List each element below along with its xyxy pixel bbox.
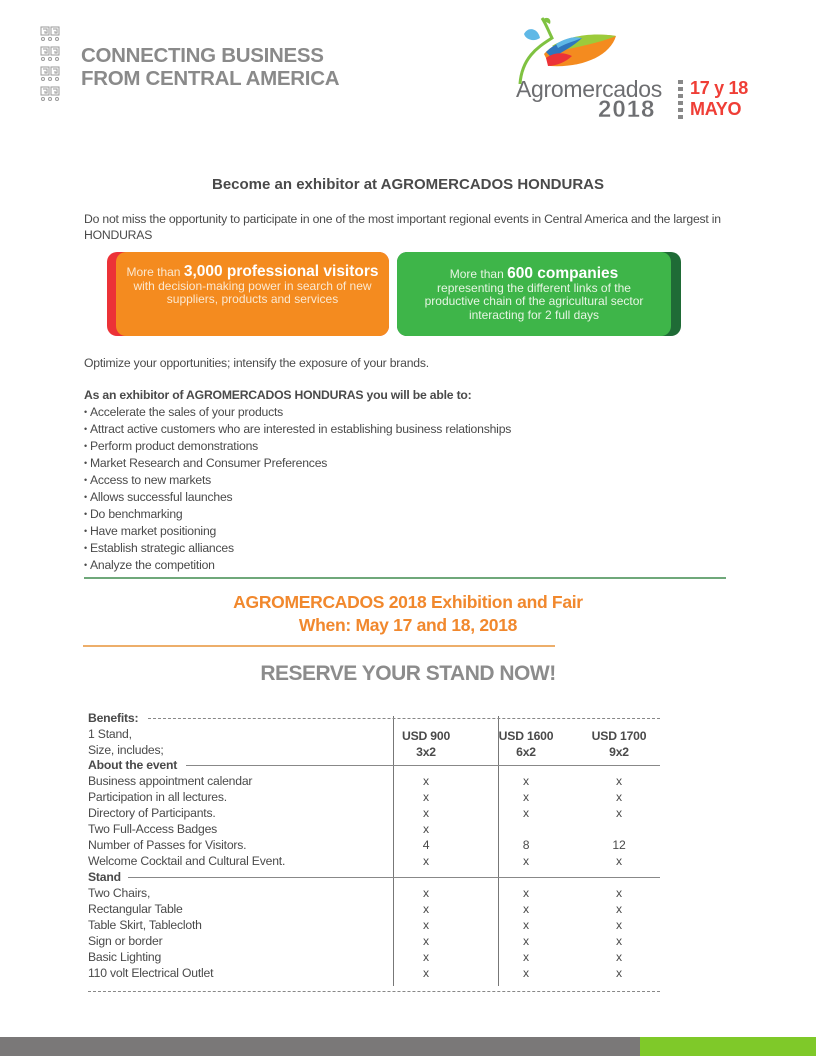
- package-price: USD 900: [401, 729, 451, 743]
- section-title: About the event: [88, 758, 178, 772]
- row-label: Directory of Participants.: [88, 806, 216, 820]
- highlight-rest: representing the different links of the productive chain of the agricultural sector interacting for 2 full days: [424, 280, 644, 322]
- benefits-label: Benefits:: [88, 711, 139, 725]
- logo-date: [690, 78, 748, 120]
- page-title: Become an exhibitor at AGROMERCADOS HONDURAS: [212, 176, 604, 193]
- row-label: Sign or border: [88, 934, 163, 948]
- benefit-item: • Analyze the competition: [84, 557, 511, 574]
- row-value: x: [523, 886, 529, 900]
- row-label: Two Full-Access Badges: [88, 822, 218, 836]
- row-value: x: [616, 902, 622, 916]
- benefits-heading: As an exhibitor of AGROMERCADOS HONDURAS you will be able to:: [84, 388, 472, 402]
- row-label: Participation in all lectures.: [88, 790, 227, 804]
- benefit-item: • Perform product demonstrations: [84, 438, 511, 455]
- row-label: Basic Lighting: [88, 950, 162, 964]
- tagline-line-2: FROM CENTRAL AMERICA: [81, 67, 340, 90]
- highlight-rest: with decision-making power in search of new suppliers, products and services: [133, 278, 372, 306]
- logo-date-month: MAYO: [690, 99, 742, 119]
- event-date: When: May 17 and 18, 2018: [298, 615, 518, 635]
- divider-green: [84, 577, 726, 579]
- package-size: 6x2: [516, 745, 536, 759]
- row-value: x: [423, 806, 429, 820]
- table-row: [88, 789, 660, 805]
- highlight-lead: More than: [126, 265, 184, 279]
- benefits-list: [84, 404, 511, 574]
- row-value: x: [616, 918, 622, 932]
- table-row: [88, 949, 660, 965]
- size-label: Size, includes;: [88, 743, 164, 757]
- divider-orange: [83, 645, 555, 647]
- logo-date-days: 17 y 18: [690, 78, 748, 98]
- logo-separator: [678, 80, 683, 120]
- row-value: x: [616, 886, 622, 900]
- package-price: USD 1700: [591, 729, 647, 743]
- row-value: x: [523, 918, 529, 932]
- row-label: Business appointment calendar: [88, 774, 253, 788]
- benefit-item: • Market Research and Consumer Preferences: [84, 455, 511, 472]
- row-value: x: [523, 902, 529, 916]
- package-price: USD 1600: [498, 729, 554, 743]
- row-value: x: [616, 966, 622, 980]
- table-row: [88, 853, 660, 869]
- table-row: [88, 885, 660, 901]
- dashed-rule-bottom: [88, 991, 660, 992]
- row-value: x: [523, 774, 529, 788]
- section-title: Stand: [88, 870, 121, 884]
- row-value: x: [423, 902, 429, 916]
- table-row: [88, 726, 660, 742]
- benefit-item: • Accelerate the sales of your products: [84, 404, 511, 421]
- benefit-item: • Establish strategic alliances: [84, 540, 511, 557]
- benefit-item: • Have market positioning: [84, 523, 511, 540]
- row-value: x: [423, 854, 429, 868]
- table-row: [88, 965, 660, 981]
- optimize-text: Optimize your opportunities; intensify the exposure of your brands.: [84, 356, 429, 370]
- event-heading: [0, 591, 816, 637]
- row-value: x: [616, 774, 622, 788]
- section-rule: [186, 765, 660, 766]
- table-row: [88, 742, 660, 758]
- package-size: 9x2: [609, 745, 629, 759]
- row-value: x: [616, 854, 622, 868]
- footer-bar-gray: [0, 1037, 640, 1056]
- benefit-item: • Access to new markets: [84, 472, 511, 489]
- row-value: x: [616, 790, 622, 804]
- event-title: AGROMERCADOS 2018 Exhibition and Fair: [233, 592, 583, 612]
- table-row: [88, 773, 660, 789]
- row-label: Two Chairs,: [88, 886, 151, 900]
- stand-label: 1 Stand,: [88, 727, 132, 741]
- reserve-cta: RESERVE YOUR STAND NOW!: [260, 662, 556, 685]
- tagline: [81, 44, 339, 90]
- row-value: x: [423, 966, 429, 980]
- highlight-box-companies: [397, 252, 671, 336]
- row-value: x: [523, 966, 529, 980]
- row-value: x: [616, 950, 622, 964]
- table-row: [88, 805, 660, 821]
- highlight-bold: 3,000 professional visitors: [183, 263, 379, 280]
- row-value: x: [423, 774, 429, 788]
- highlight-bold: 600 companies: [507, 265, 619, 282]
- row-value: x: [523, 950, 529, 964]
- row-label: Welcome Cocktail and Cultural Event.: [88, 854, 286, 868]
- row-value: x: [616, 806, 622, 820]
- dashed-rule-top: [148, 718, 660, 719]
- section-rule: [128, 877, 660, 878]
- row-value: 12: [612, 838, 626, 852]
- row-value: x: [616, 934, 622, 948]
- row-value: x: [523, 806, 529, 820]
- row-label: Number of Passes for Visitors.: [88, 838, 247, 852]
- benefit-item: • Do benchmarking: [84, 506, 511, 523]
- row-value: x: [423, 918, 429, 932]
- row-value: x: [423, 886, 429, 900]
- row-value: x: [523, 854, 529, 868]
- table-row: [88, 837, 660, 853]
- footer-bar-green: [640, 1037, 816, 1056]
- table-row: [88, 821, 660, 837]
- package-size: 3x2: [416, 745, 436, 759]
- table-row: [88, 901, 660, 917]
- row-value: x: [523, 934, 529, 948]
- tagline-line-1: CONNECTING BUSINESS: [81, 44, 324, 67]
- row-value: x: [523, 790, 529, 804]
- highlight-lead: More than: [449, 267, 508, 281]
- intro-paragraph: Do not miss the opportunity to participate in one of the most important regional events in Central America and the largest in HONDURAS: [84, 212, 721, 242]
- row-value: 4: [422, 838, 430, 852]
- row-value: x: [423, 790, 429, 804]
- table-row: [88, 917, 660, 933]
- logo-wordmark: Agromercados: [516, 76, 662, 102]
- mayan-glyph-pattern-icon: [40, 26, 60, 106]
- benefit-item: • Allows successful launches: [84, 489, 511, 506]
- row-value: x: [423, 934, 429, 948]
- row-label: Rectangular Table: [88, 902, 183, 916]
- row-label: Table Skirt, Tablecloth: [88, 918, 202, 932]
- agromercados-logo: [512, 16, 762, 126]
- row-value: 8: [522, 838, 530, 852]
- benefit-item: • Attract active customers who are interested in establishing business relationships: [84, 421, 511, 438]
- table-row: [88, 933, 660, 949]
- row-value: x: [423, 950, 429, 964]
- row-label: 110 volt Electrical Outlet: [88, 966, 214, 980]
- highlight-box-visitors: [116, 252, 389, 336]
- logo-year: 2018: [598, 96, 656, 123]
- row-value: x: [423, 822, 429, 836]
- pricing-table: [88, 710, 660, 994]
